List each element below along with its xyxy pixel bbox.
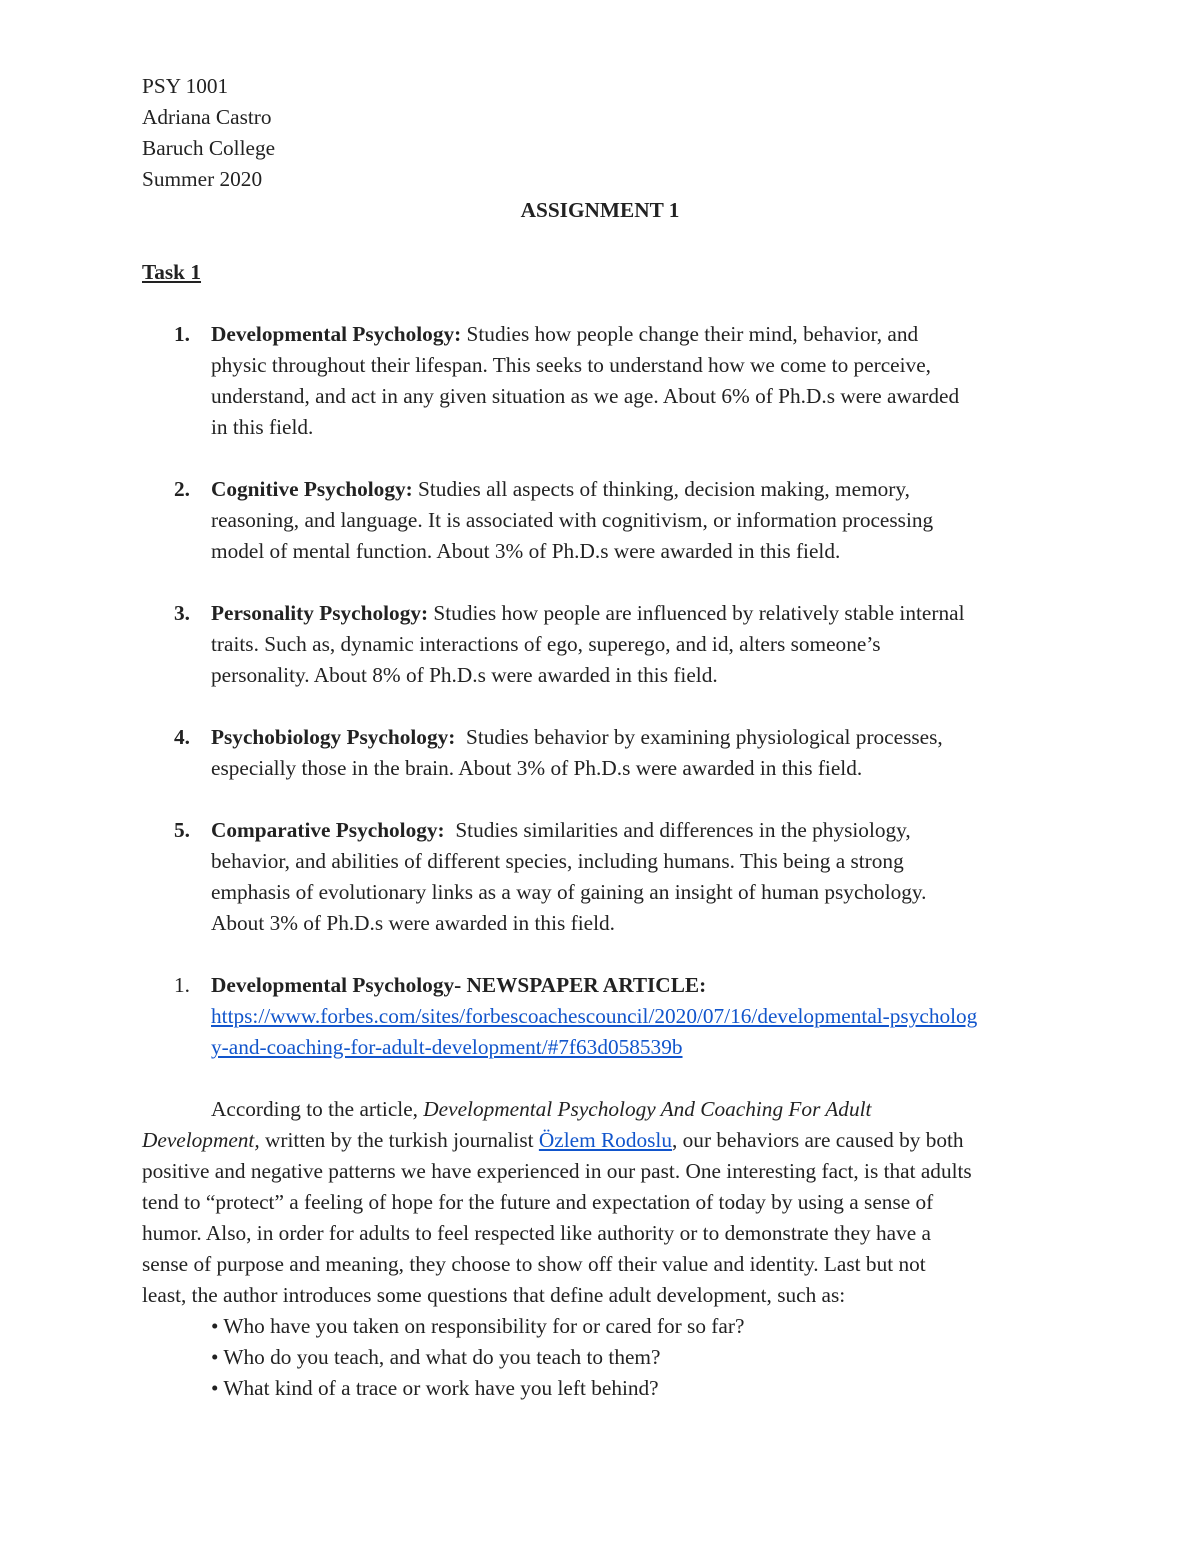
field-text: Studies how people change their mind, behavior, and bbox=[466, 322, 919, 346]
field-text: physic throughout their lifespan. This seeks to understand how we come to perceive, bbox=[211, 353, 931, 377]
field-text: especially those in the brain. About 3% of Ph.D.s were awarded in this field. bbox=[211, 756, 863, 780]
course-code: PSY 1001 bbox=[142, 74, 229, 98]
college-name: Baruch College bbox=[142, 136, 276, 160]
field-text: personality. About 8% of Ph.D.s were awarded in this field. bbox=[211, 663, 718, 687]
list-item-first-line bbox=[211, 599, 964, 627]
list-item-first-line bbox=[211, 320, 918, 348]
field-term: Developmental Psychology: bbox=[211, 322, 462, 346]
paragraph-line bbox=[211, 1095, 871, 1123]
paragraph-text: , our behaviors are caused by both bbox=[672, 1128, 964, 1152]
paragraph-text: sense of purpose and meaning, they choose to show off their value and identity. Last but not bbox=[142, 1252, 926, 1276]
task-heading: Task 1 bbox=[142, 260, 202, 284]
list-item-first-line bbox=[211, 723, 943, 751]
field-text: behavior, and abilities of different species, including humans. This being a strong bbox=[211, 849, 904, 873]
field-text: understand, and act in any given situation as we age. About 6% of Ph.D.s were awarded bbox=[211, 384, 960, 408]
article-link-continued[interactable]: y-and-coaching-for-adult-development/#7f63d058539b bbox=[211, 1035, 683, 1059]
field-text: Studies similarities and differences in the physiology, bbox=[455, 818, 911, 842]
paragraph-text: least, the author introduces some questions that define adult development, such as: bbox=[142, 1283, 846, 1307]
paragraph-text: humor. Also, in order for adults to feel respected like authority or to demonstrate they have a bbox=[142, 1221, 931, 1245]
list-item-number: 1. bbox=[174, 322, 190, 346]
student-name: Adriana Castro bbox=[142, 105, 272, 129]
list-item-number: 3. bbox=[174, 601, 190, 625]
page-title: ASSIGNMENT 1 bbox=[520, 198, 680, 222]
field-text: emphasis of evolutionary links as a way of gaining an insight of human psychology. bbox=[211, 880, 927, 904]
question-item: • What kind of a trace or work have you left behind? bbox=[211, 1376, 659, 1400]
article-title: Developmental Psychology And Coaching For Adult bbox=[423, 1097, 872, 1121]
field-text: Studies all aspects of thinking, decision making, memory, bbox=[418, 477, 910, 501]
author-link[interactable]: Özlem Rodoslu bbox=[538, 1128, 672, 1152]
list-item-first-line bbox=[211, 475, 910, 503]
article-title-continued: Development, bbox=[142, 1128, 260, 1152]
field-text: reasoning, and language. It is associated with cognitivism, or information processing bbox=[211, 508, 934, 532]
article-number: 1. bbox=[174, 973, 190, 997]
field-text: model of mental function. About 3% of Ph.D.s were awarded in this field. bbox=[211, 539, 841, 563]
list-item-number: 2. bbox=[174, 477, 190, 501]
list-item-number: 5. bbox=[174, 818, 190, 842]
field-text: Studies behavior by examining physiological processes, bbox=[466, 725, 943, 749]
paragraph-text: written by the turkish journalist bbox=[259, 1128, 539, 1152]
paragraph-text: tend to “protect” a feeling of hope for the future and expectation of today by using a sense of bbox=[142, 1190, 934, 1214]
field-term: Cognitive Psychology: bbox=[211, 477, 413, 501]
list-item-first-line bbox=[211, 816, 911, 844]
field-text: Studies how people are influenced by relatively stable internal bbox=[433, 601, 965, 625]
field-text: traits. Such as, dynamic interactions of ego, superego, and id, alters someone’s bbox=[211, 632, 881, 656]
paragraph-text: According to the article, bbox=[211, 1097, 424, 1121]
field-text: About 3% of Ph.D.s were awarded in this field. bbox=[211, 911, 615, 935]
article-heading: Developmental Psychology- NEWSPAPER ARTICLE: bbox=[211, 973, 707, 997]
question-item: • Who do you teach, and what do you teach to them? bbox=[211, 1345, 661, 1369]
paragraph-line bbox=[142, 1126, 964, 1154]
list-item-number: 4. bbox=[174, 725, 190, 749]
field-text: in this field. bbox=[211, 415, 314, 439]
field-term: Personality Psychology: bbox=[211, 601, 429, 625]
question-item: • Who have you taken on responsibility for or cared for so far? bbox=[211, 1314, 745, 1338]
paragraph-text: positive and negative patterns we have experienced in our past. One interesting fact, is that adults bbox=[142, 1159, 972, 1183]
field-term: Psychobiology Psychology: bbox=[211, 725, 456, 749]
article-link[interactable]: https://www.forbes.com/sites/forbescoachescouncil/2020/07/16/developmental-psycholog bbox=[211, 1004, 978, 1028]
term: Summer 2020 bbox=[142, 167, 263, 191]
field-term: Comparative Psychology: bbox=[211, 818, 445, 842]
